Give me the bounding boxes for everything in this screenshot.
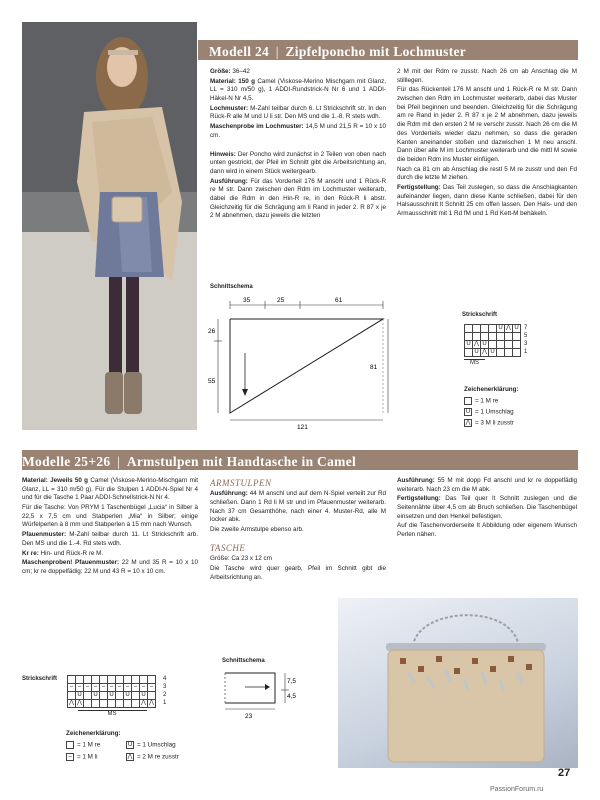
page-number: 27 [558, 767, 571, 779]
section1-legend-title: Zeichenerklärung: [464, 386, 519, 393]
tasche-subheading: TASCHE [210, 542, 246, 553]
s1c1-p2: Lochmuster: M-Zahl teilbar durch 6. Lt Strickschrift str. In den Rück-R alle M und U li str. Den MS und die 1.-8. R stets wdh. [210, 104, 386, 121]
section2-ms-label: MS [67, 710, 157, 718]
model-figure-graphic [22, 22, 197, 430]
armstulpen-stitch-grid: – – – – – – – – – – – U U U U U ⋀ ⋀ ⋀ ⋀ [67, 675, 156, 708]
legend2-item-purl: – = 1 M li [66, 753, 126, 762]
schnitt-dim-55: 55 [208, 378, 216, 385]
section2-banner [22, 450, 578, 470]
s1c2-p3: Fertigstellung: Das Teil zuslegen, so dass die Anschlagkanten aufeinander liegen, dann diese Kante schließen, dabei für den Halsausschnitt lt Schnitt 25 cm offen lassen. Den Hals- und den Armausschnitt mit 1 Rd fM und 1 Rd Kett-M behäkeln. [397, 183, 577, 217]
s1c1-p0: Größe: 36–42 [210, 68, 250, 75]
legend2-symbol-decrease: ⋀ [127, 754, 133, 761]
schnitt-dim-35: 35 [243, 297, 251, 304]
s2c1-p3: Kr re: Hin- und Rück-R re M. [22, 549, 104, 557]
section1-column2 [397, 68, 577, 220]
s1c1-p1: Material: 150 g Camel (Viskose-Merino Mischgarn mit Glanz, LL = 310 m/50 g), 1 ADDI-Rundstrick-N Nr 6 und 1 ADDI-Häkel-N Nr 4,5. [210, 77, 387, 103]
legend2-item-yarnover: U = 1 Umschlag [127, 741, 176, 749]
banner-separator-2: | [117, 454, 121, 469]
section1-strick-label: Strickschrift [462, 312, 498, 318]
legend-symbol-yarnover: U [465, 409, 471, 416]
strick2-row-2: 2 [163, 692, 167, 698]
bag-dim-7-5: 7,5 [287, 678, 297, 685]
s1c2-p2: Nach ca 81 cm ab Anschlag die restl 5 M re zusstr und den Fd durch die letzte M ziehen. [397, 165, 577, 182]
s2c2a-p1: Die zweite Armstulpe ebenso arb. [210, 526, 304, 534]
section2-column1 [22, 477, 198, 578]
bag-dim-4-5: 4,5 [287, 693, 297, 700]
section2-legend-title: Zeichenerklärung: [66, 730, 121, 737]
strick-row-7: 7 [524, 325, 528, 331]
s1c1-spacer [210, 142, 386, 150]
model-photo-poncho [22, 22, 197, 430]
s1c1-p6: Ausführung: Für das Vorderteil 176 M anschl und 1 Rück-R re M str. Dann zwischen den Rdm im Lochmuster weiterarb, dabei die Rdm in den Hin-R re, in den Rück-R li abstr. Gleichzeitig für die Schrägung am li Rand in jeder 2. R 87 x je 2 M abnehmen, dazu jeweils die letzten [210, 177, 386, 220]
section1-title: Zipfelponcho mit Lochmuster [285, 44, 467, 59]
section1-column1 [210, 68, 386, 222]
s2c1-p4: Maschenproben! Pfauenmuster: 22 M und 35 R = 10 x 10 cm; kr re doppelfädig: 22 M und 43 R = 10 x 10 cm. [22, 559, 198, 575]
schnitt-dim-61: 61 [335, 297, 343, 304]
s2c2a-p0: Ausführung: 44 M anschl und auf dem N-Spiel verteilt zur Rd schließen. Dann 1 Rd li M str und im Pfauenmuster weiterarb. Nach 37 cm Gesamthöhe, nach einer 4. Muster-Rd, alle M locker abk. [210, 490, 386, 524]
poncho-stitch-grid: U ⋀ U U ⋀ U U ⋀ U [466, 325, 519, 355]
legend2-symbol-yarnover: U [127, 741, 133, 748]
section1-legend [464, 386, 574, 429]
s2c3-p1: Fertigstellung: Das Teil quer lt Schnitt zuslegen und die Seitennähte über 4,5 cm ab Bruch schließen. Die Taschenbügel einsetzen und den Henkel befestigen. [397, 495, 577, 520]
legend2-item-decrease: ⋀ = 2 M re zusstr [127, 753, 179, 761]
section2-column3 [397, 477, 577, 541]
poncho-schnitt-diagram [205, 293, 395, 433]
s2c3-p0: Ausführung: 55 M mit dopp Fd anschl und kr re doppelfädig weiterarb. Nach 23 cm die M abk. [397, 477, 577, 493]
s2c1-p2: Pfauenmuster: M-Zahl teilbar durch 11. Lt Strickschrift arb. Den MS und die 1.-4. Rd stets wdh. [22, 531, 198, 547]
strick2-row-3: 3 [163, 684, 167, 690]
legend2-symbol-knit [66, 741, 74, 749]
s2c2b-p1: Die Tasche wird quer gearb, Pfeil im Schnitt gibt die Arbeitsrichtung an. [210, 564, 386, 581]
strick2-row-4: 4 [163, 676, 167, 682]
s2c2b-p0: Größe: Ca 23 x 12 cm [210, 555, 272, 563]
s1c1-p5: Hinweis: Der Poncho wird zunächst in 2 Teilen von oben nach unten gestrickt, der Pfeil im Schnitt gibt die Arbeitsrichtung an, dann wird in einem Stück weitergearb. [210, 150, 386, 175]
schnitt-dim-26: 26 [208, 328, 216, 335]
legend-item-decrease: ⋀ = 3 M li zusstr [465, 420, 515, 428]
section1-model-number: Modell 24 [209, 44, 270, 59]
section2-model-number: Modelle 25+26 [22, 454, 111, 469]
section2-strick-chart [67, 675, 167, 718]
legend2-item-knit: = 1 M re [66, 741, 126, 750]
armstulpen-subheading: ARMSTULPEN [210, 478, 272, 488]
strick-row-5: 5 [524, 333, 528, 339]
section1-ms-label: MS [464, 359, 521, 367]
schnitt-dim-121: 121 [297, 424, 308, 431]
section2-title: Armstulpen mit Handtasche in Camel [126, 454, 357, 469]
section2-schnitt-label: Schnittschema [222, 658, 265, 664]
section1-banner [198, 40, 578, 60]
s2c1-p1: Für die Tasche: Von PRYM 1 Taschenbügel „Lucia“ in Silber à 22,5 x 7,5 cm und Stabperlen „Mia“ in Silber; einige Würfelperlen à 8 mm und Stabperlen à 15 mm nach Wunsch. [22, 504, 198, 529]
schnitt-dim-81: 81 [370, 364, 378, 371]
section2-legend [66, 730, 206, 762]
s1c2-p0: 2 M mit der Rdm re zusstr. Nach 26 cm ab Anschlag die M stilllegen. [397, 68, 577, 84]
s1c2-p1: Für das Rückenteil 176 M anschl und 1 Rück-R re M str. Dann zwischen den Rdm im Lochmuster weiterarb, dabei das Muster bei Pfeil beginnen und beenden. Gleichzeitig für die Schrägung am re Rand in jeder 2. R 87 x je 2 M abnehmen, dazu jeweils die Rdm mit den ersten 2 M re verschr zusstr. Nach 26 cm die M des Vorderteils wieder dazu nehmen, so dass die geraden Kanten aneinander stoßen und dazwischen 1 M neu anschl. Dann über alle M im Lochmuster weiterarb und die mittl M sowie die beiden Rdm ins Muster einfügen. [397, 86, 577, 163]
legend-item-knit: = 1 M re [464, 397, 574, 406]
legend-symbol-knit [464, 397, 472, 405]
bag-dim-23: 23 [245, 713, 253, 720]
s2c1-p0: Material: Jeweils 50 g Camel (Viskose-Merino-Mischgarn mit Glanz, LL = 310 m/50 g). Für die Stulpen 1 ADDI-N-Spiel Nr 4 und für die Tasche 1 Paar ADDI-Schnellstrick-N Nr 4. [22, 477, 199, 502]
bag-schnitt-diagram [215, 667, 305, 722]
s2c3-p2: Auf die Taschenvorderseite lt Abbildung oder eigenem Wunsch Perlen nähen. [397, 522, 577, 539]
section1-schnitt-label: Schnittschema [210, 284, 253, 290]
legend-symbol-decrease: ⋀ [465, 420, 471, 427]
legend-item-yarnover: U = 1 Umschlag [465, 408, 514, 416]
s1c1-p3: Maschenprobe im Lochmuster: 14,5 M und 21,5 R = 10 x 10 cm. [210, 123, 387, 139]
schnitt-dim-25: 25 [277, 297, 285, 304]
strick2-row-1: 1 [163, 700, 167, 706]
handbag-photo [338, 598, 578, 768]
strick-row-3: 3 [524, 341, 528, 347]
legend2-symbol-purl: – [66, 753, 74, 761]
section1-strick-chart [464, 324, 528, 367]
section2-column2 [210, 475, 386, 583]
handbag-graphic [338, 598, 578, 768]
site-watermark: PassionForum.ru [490, 786, 544, 793]
strick-row-1: 1 [524, 349, 528, 355]
banner-separator: | [275, 44, 279, 59]
section2-strick-label: Strickschrift [22, 676, 58, 682]
